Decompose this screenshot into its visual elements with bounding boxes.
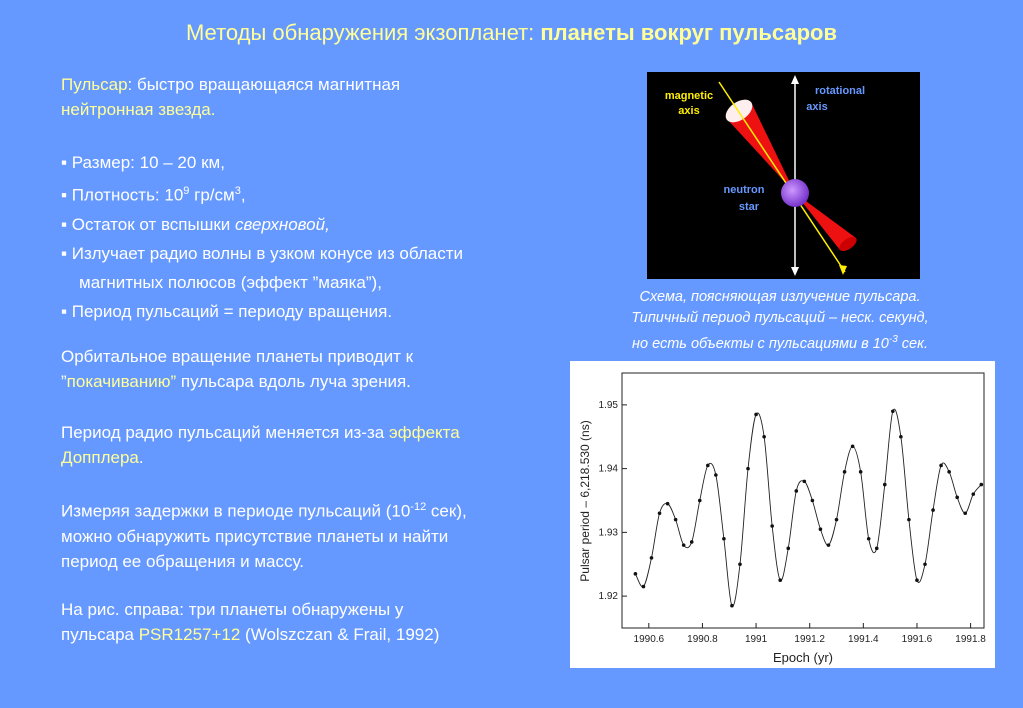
- bullet-size: ▪ Размер: 10 – 20 км,: [61, 153, 225, 172]
- data-point: [803, 480, 807, 484]
- magnetic-axis-label: axis: [678, 105, 700, 117]
- data-point: [955, 496, 959, 500]
- data-point: [674, 518, 678, 522]
- data-point: [786, 547, 790, 551]
- data-point: [859, 470, 863, 474]
- x-tick-label: 1991.2: [794, 634, 826, 645]
- data-point: [811, 499, 815, 503]
- data-point: [642, 585, 646, 589]
- x-tick-label: 1991.6: [901, 634, 933, 645]
- pulsar-period-chart: [570, 361, 995, 668]
- data-point: [666, 502, 670, 506]
- data-point: [762, 435, 766, 439]
- bullet-density: ▪ Плотность: $10^9$ $гр/см^3$,: [61, 185, 246, 205]
- data-point: [947, 470, 951, 474]
- plot-frame: [622, 373, 984, 628]
- x-tick-label: 1991.8: [955, 634, 986, 645]
- rotational-axis-label: axis: [806, 101, 828, 113]
- neutron-label: neutron: [723, 184, 765, 196]
- data-point: [843, 470, 847, 474]
- magnetic-label: magnetic: [664, 90, 714, 102]
- data-point: [738, 562, 742, 566]
- doppler-paragraph: Период радио пульсаций меняется из-за эффекта Допплера.: [61, 423, 460, 467]
- diagram-caption: Схема, поясняющая излучение пульсара. Типичный период пульсаций – неск. секунд, но есть объекты с пульсациями в $10^{-3}$ сек.: [631, 289, 929, 352]
- y-tick-label: 1.92: [598, 591, 618, 603]
- data-point: [883, 483, 887, 487]
- data-point: [714, 473, 718, 477]
- star-label: star: [738, 201, 760, 213]
- data-point: [907, 518, 911, 522]
- data-point: [851, 445, 855, 449]
- slide-title: Методы обнаружения экзопланет: планеты вокруг пульсаров: [185, 20, 838, 45]
- data-point: [634, 572, 638, 576]
- x-tick-label: 1990.8: [687, 634, 718, 645]
- x-tick-label: 1991: [744, 634, 768, 645]
- intro-paragraph: Пульсар: быстро вращающаяся магнитная нейтронная звезда.: [61, 75, 401, 119]
- data-point: [754, 413, 758, 417]
- data-point: [923, 562, 927, 566]
- data-point: [706, 464, 710, 468]
- data-point: [690, 540, 694, 544]
- data-point: [875, 547, 879, 551]
- data-point: [980, 483, 984, 487]
- data-point: [939, 464, 943, 468]
- bullet-period: ▪ Период пульсаций = периоду вращения.: [61, 301, 393, 321]
- data-point: [867, 537, 871, 541]
- y-tick-label: 1.93: [598, 527, 618, 539]
- data-point: [722, 537, 726, 541]
- series-line: [635, 409, 981, 606]
- x-tick-label: 1991.4: [848, 634, 879, 645]
- data-point: [682, 543, 686, 547]
- data-point: [819, 527, 823, 531]
- orbital-paragraph: Орбитальное вращение планеты приводит к ”покачиванию” пульсара вдоль луча зрения.: [61, 347, 414, 391]
- data-point: [770, 524, 774, 528]
- data-point: [835, 518, 839, 522]
- data-point: [931, 508, 935, 512]
- bullet-radio: ▪ Излучает радио волны в узком конусе из области: [61, 243, 463, 263]
- data-point: [899, 435, 903, 439]
- data-point: [778, 578, 782, 582]
- bullet-supernova: ▪ Остаток от вспышки сверхновой,: [61, 214, 330, 234]
- neutron-star: [781, 179, 809, 207]
- data-point: [827, 543, 831, 547]
- data-point: [658, 511, 662, 515]
- reference-paragraph: На рис. справа: три планеты обнаружены у пульсара PSR1257+12 (Wolszczan & Frail, 1992): [61, 600, 440, 644]
- pulsar-properties-list: [61, 148, 463, 326]
- data-point: [730, 604, 734, 608]
- rotational-label: rotational: [814, 85, 866, 97]
- y-tick-label: 1.94: [598, 463, 618, 475]
- bullet-radio-cont: магнитных полюсов (эффект ”маяка”),: [79, 272, 382, 292]
- pulsar-diagram: [647, 72, 920, 279]
- data-point: [794, 489, 798, 493]
- x-tick-label: 1990.6: [633, 634, 665, 645]
- x-axis-label: Epoch (yr): [773, 650, 833, 665]
- data-point: [963, 511, 967, 515]
- data-point: [698, 499, 702, 503]
- data-point: [915, 578, 919, 582]
- data-point: [650, 556, 654, 560]
- y-axis-label: Pulsar period – 6,218.530 (ns): [578, 420, 592, 582]
- measure-paragraph: Измеряя задержки в периоде пульсаций ($10^{-12}$ сек), можно обнаружить присутствие планеты и найти период ее обращения и массу.: [61, 501, 467, 571]
- data-point: [746, 467, 750, 471]
- y-tick-label: 1.95: [598, 399, 618, 411]
- data-point: [971, 492, 975, 496]
- data-point: [891, 409, 895, 413]
